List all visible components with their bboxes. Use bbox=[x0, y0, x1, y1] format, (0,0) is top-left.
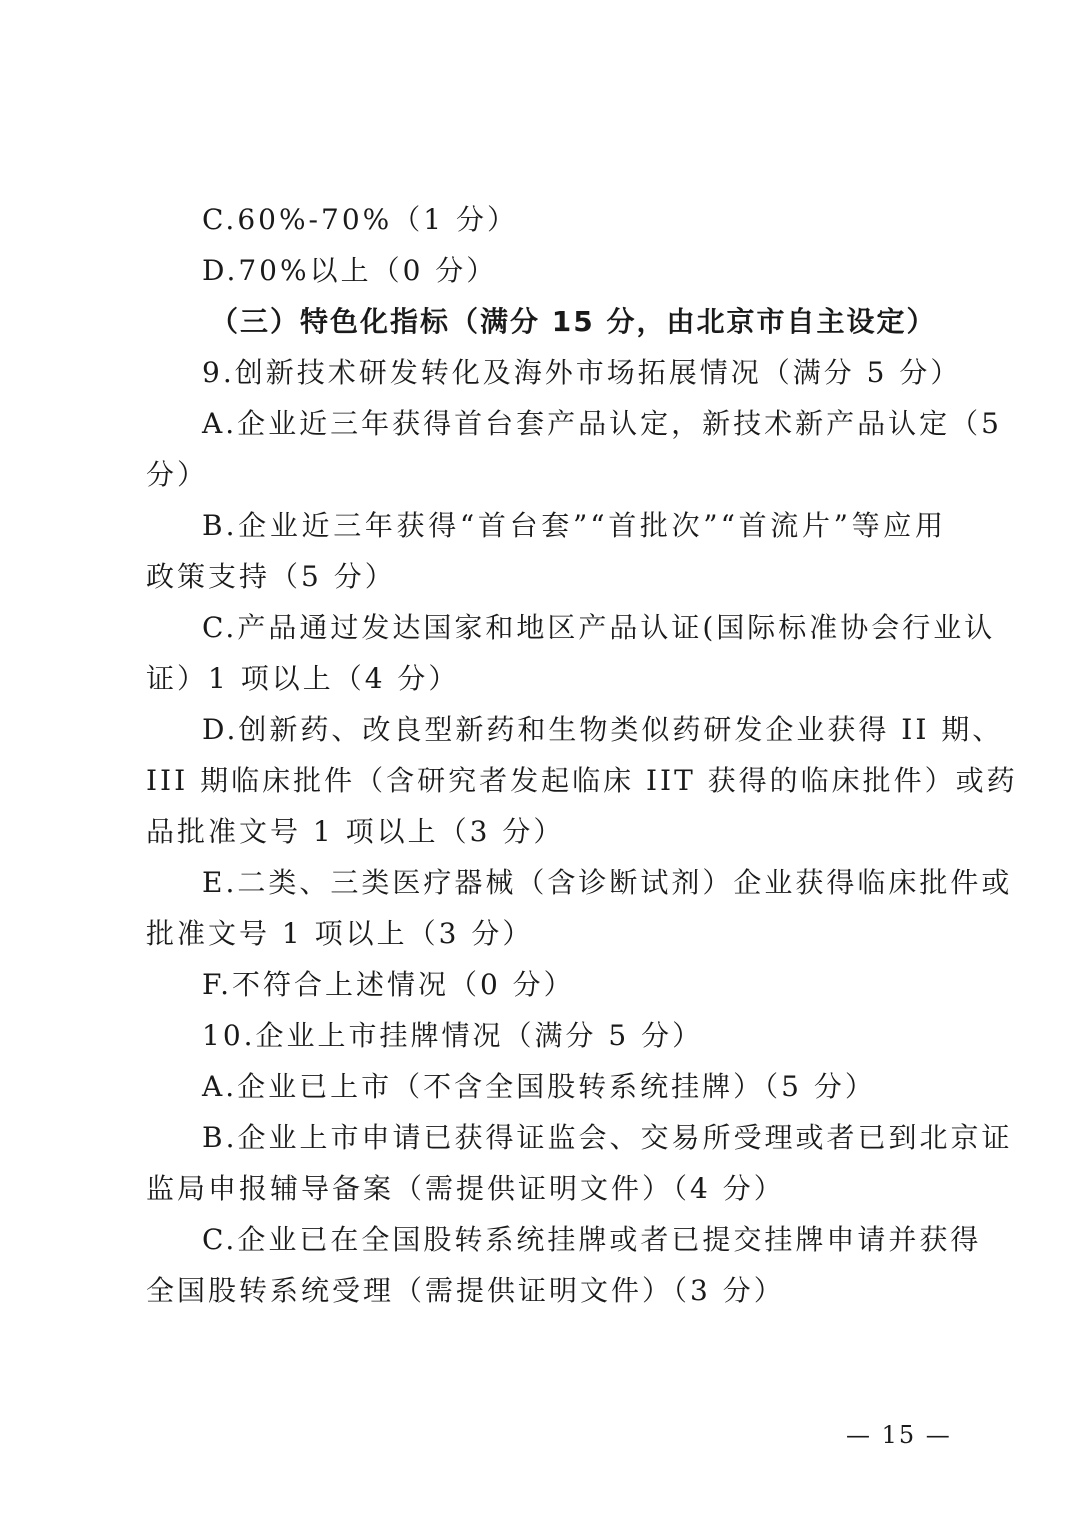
item-9-option-b: B.企业近三年获得“首台套”“首批次”“首流片”等应用 bbox=[202, 509, 946, 542]
item-10-option-c: C.企业已在全国股转系统挂牌或者已提交挂牌申请并获得 bbox=[202, 1223, 982, 1256]
option-c-60-70: C.60%-70%（1 分） bbox=[202, 203, 518, 236]
item-10-title: 10.企业上市挂牌情况（满分 5 分） bbox=[202, 1019, 704, 1052]
item-9-option-b-cont: 政策支持（5 分） bbox=[146, 560, 396, 593]
item-10-option-a: A.企业已上市（不含全国股转系统挂牌）（5 分） bbox=[202, 1070, 876, 1103]
item-10-option-b: B.企业上市申请已获得证监会、交易所受理或者已到北京证 bbox=[202, 1121, 1013, 1154]
page-number: — 15 — bbox=[846, 1421, 952, 1449]
item-9-option-c: C.产品通过发达国家和地区产品认证(国际标准协会行业认 bbox=[202, 611, 996, 644]
item-9-option-f: F.不符合上述情况（0 分） bbox=[202, 968, 575, 1001]
item-9-option-c-cont: 证）1 项以上（4 分） bbox=[146, 662, 460, 695]
item-9-option-d-cont-2: 品批准文号 1 项以上（3 分） bbox=[146, 815, 565, 848]
item-9-option-e: E.二类、三类医疗器械（含诊断试剂）企业获得临床批件或 bbox=[202, 866, 1013, 899]
item-9-title: 9.创新技术研发转化及海外市场拓展情况（满分 5 分） bbox=[202, 356, 962, 389]
item-9-option-d: D.创新药、改良型新药和生物类似药研发企业获得 II 期、 bbox=[202, 713, 1004, 746]
item-10-option-b-cont: 监局申报辅导备案（需提供证明文件）（4 分） bbox=[146, 1172, 785, 1205]
item-10-option-c-cont: 全国股转系统受理（需提供证明文件）（3 分） bbox=[146, 1274, 785, 1307]
option-d-70-above: D.70%以上（0 分） bbox=[202, 254, 498, 287]
item-9-option-a-cont: 分） bbox=[146, 458, 209, 491]
item-9-option-a: A.企业近三年获得首台套产品认定，新技术新产品认定（5 bbox=[202, 407, 1002, 440]
item-9-option-e-cont: 批准文号 1 项以上（3 分） bbox=[146, 917, 534, 950]
item-9-option-d-cont-1: III 期临床批件（含研究者发起临床 IIT 获得的临床批件）或药 bbox=[146, 764, 1018, 797]
section-heading-special-indicators: （三）特色化指标（满分 15 分，由北京市自主设定） bbox=[210, 305, 937, 338]
